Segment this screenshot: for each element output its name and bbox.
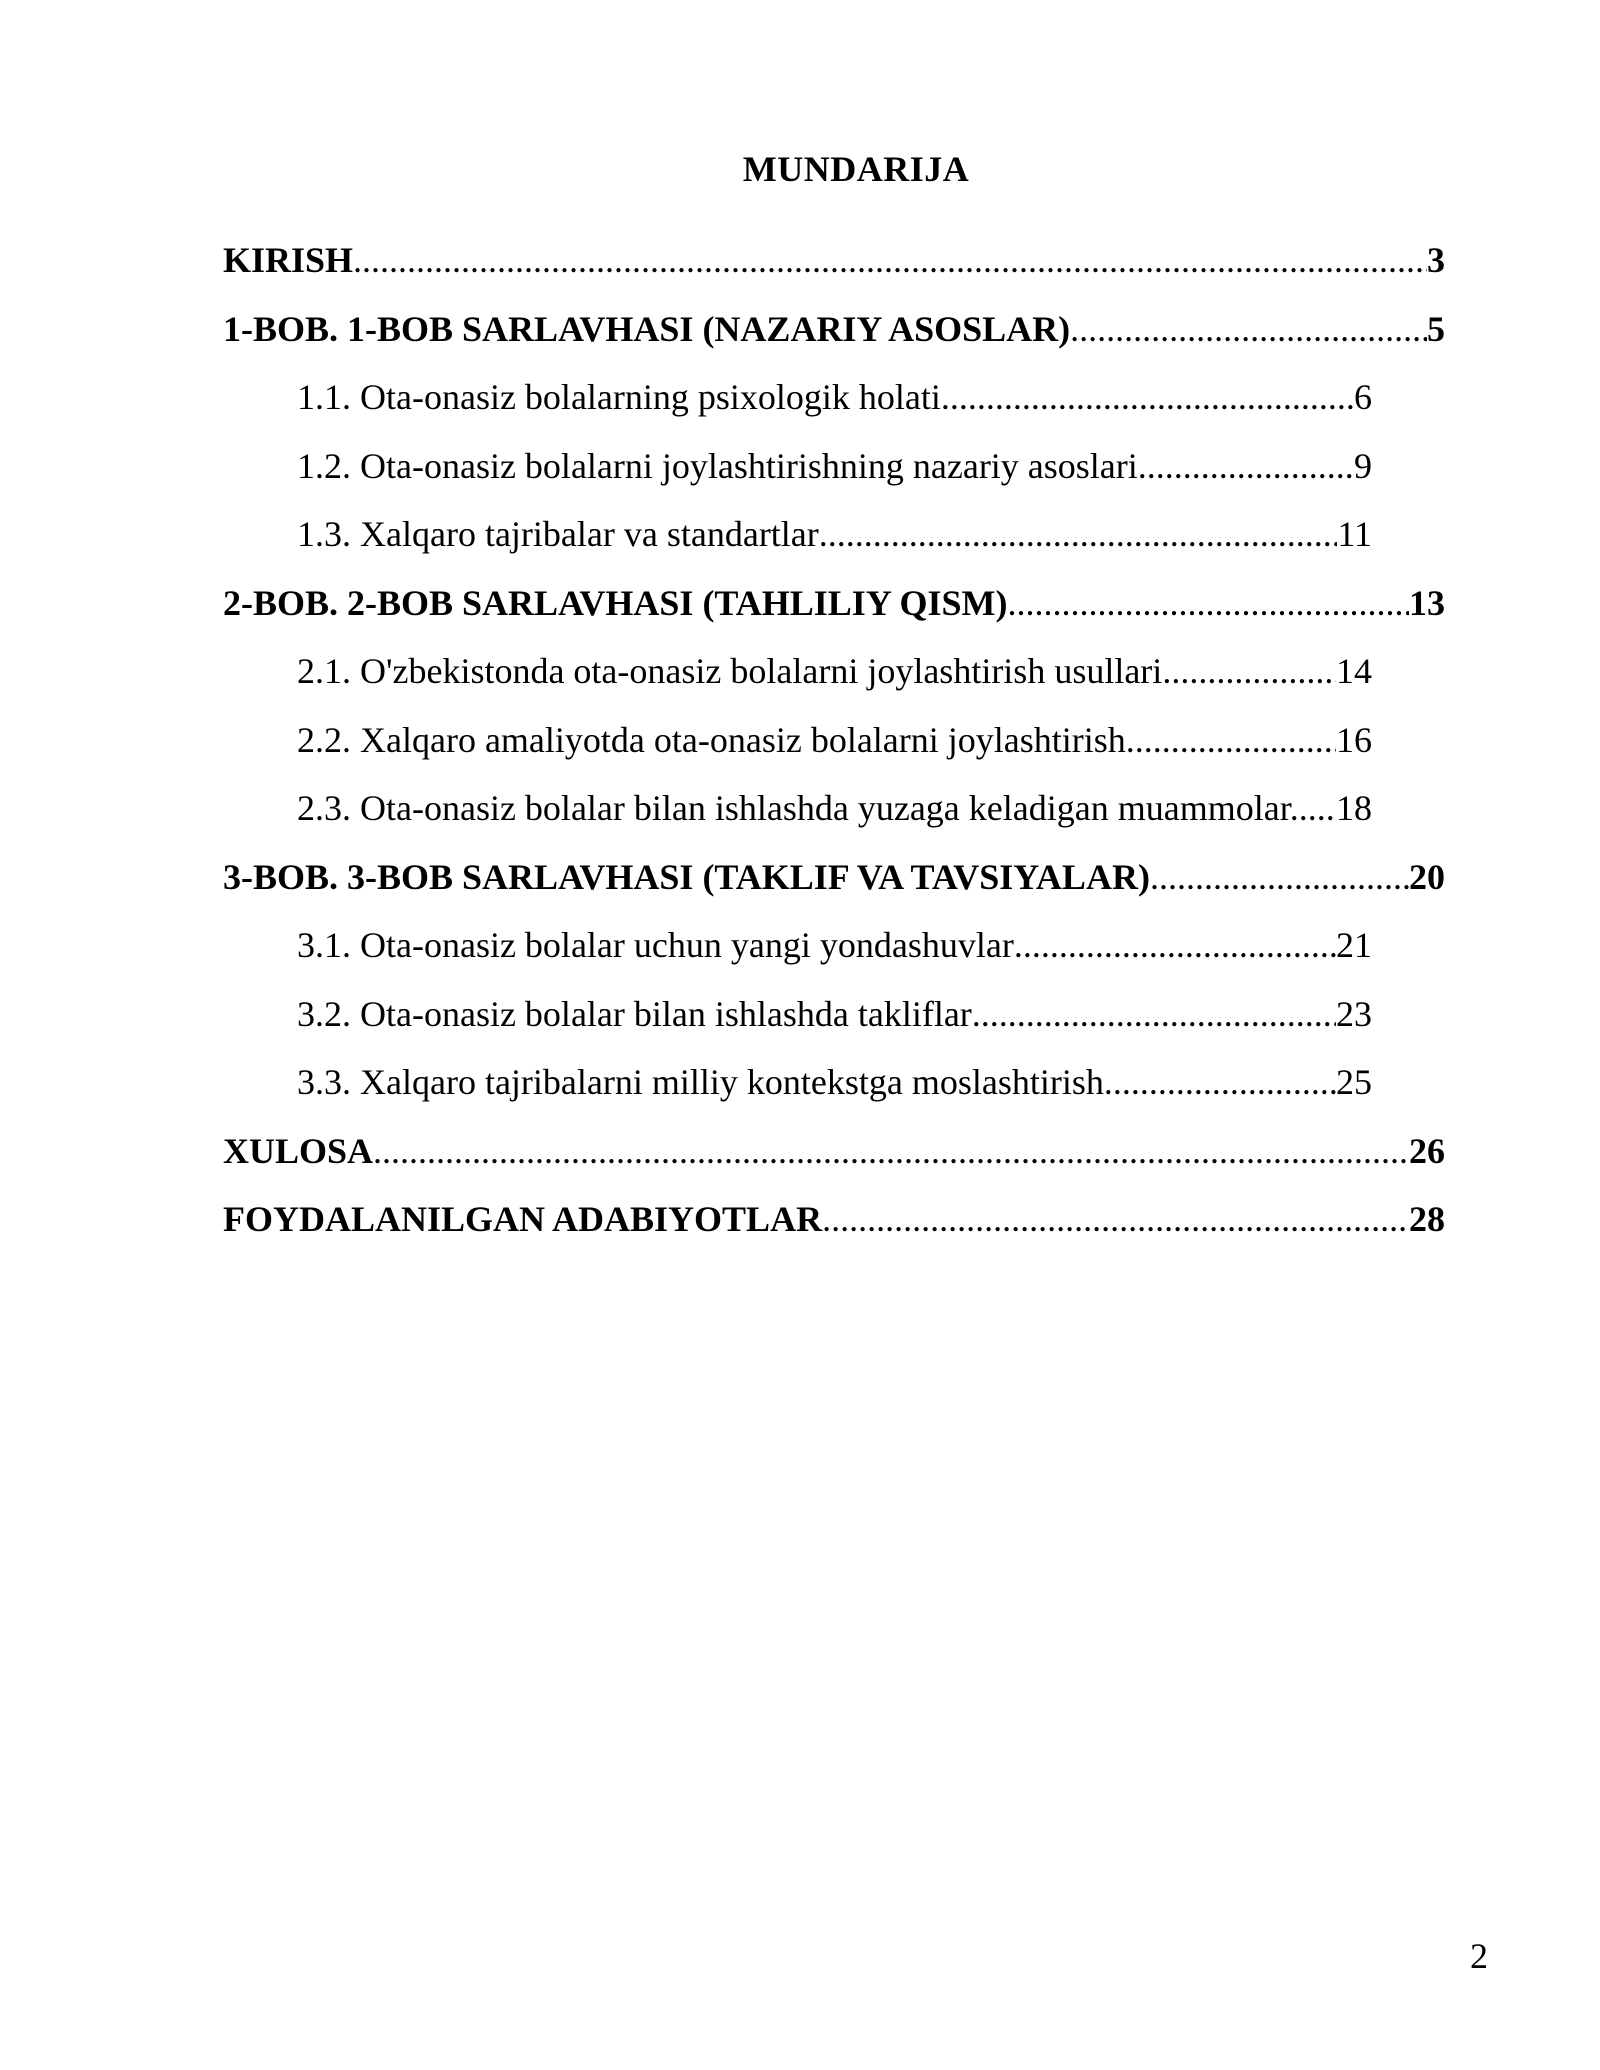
toc-entry-label: 1-BOB. 1-BOB SARLAVHASI (NAZARIY ASOSLAR) [223, 309, 1071, 349]
toc-dot-leader [1014, 923, 1336, 967]
toc-entry-page: 5 [1427, 309, 1445, 349]
toc-dot-leader [822, 1197, 1409, 1241]
toc-entry-page: 25 [1336, 1062, 1372, 1102]
toc-entry-label: 3-BOB. 3-BOB SARLAVHASI (TAKLIF VA TAVSIYALAR) [223, 857, 1150, 897]
toc-entry-page: 14 [1336, 651, 1372, 691]
toc-entry-page: 23 [1336, 994, 1372, 1034]
toc-section-entry[interactable] [297, 512, 1372, 556]
toc-dot-leader [1126, 718, 1336, 762]
toc-entry-page: 20 [1409, 857, 1445, 897]
toc-dot-leader [1162, 649, 1336, 693]
toc-entry-page: 13 [1409, 583, 1445, 623]
page-number: 2 [1470, 1936, 1488, 1976]
toc-entry-label: 3.3. Xalqaro tajribalarni milliy kontekstga moslashtirish [297, 1062, 1104, 1102]
toc-section-entry[interactable] [297, 992, 1372, 1036]
toc-entry-label: 2-BOB. 2-BOB SARLAVHASI (TAHLILIY QISM) [223, 583, 1008, 623]
toc-chapter-entry[interactable] [223, 1197, 1445, 1241]
toc-chapter-entry[interactable] [223, 238, 1445, 282]
toc-title: MUNDARIJA [742, 149, 970, 189]
toc-entry-label: 2.1. O'zbekistonda ota-onasiz bolalarni joylashtirish usullari [297, 651, 1163, 691]
toc-entry-label: FOYDALANILGAN ADABIYOTLAR [223, 1199, 823, 1239]
toc-entry-page: 3 [1427, 240, 1445, 280]
toc-entry-page: 26 [1409, 1131, 1445, 1171]
toc-entry-label: 1.3. Xalqaro tajribalar va standartlar [297, 514, 819, 554]
toc-entry-page: 11 [1337, 514, 1372, 554]
toc-entry-page: 6 [1354, 377, 1372, 417]
toc-dot-leader [373, 1129, 1409, 1173]
toc-entry-label: 3.2. Ota-onasiz bolalar bilan ishlashda takliflar [297, 994, 972, 1034]
toc-chapter-entry[interactable] [223, 307, 1445, 351]
toc-entry-page: 16 [1336, 720, 1372, 760]
toc-entry-page: 21 [1336, 925, 1372, 965]
toc-section-entry[interactable] [297, 444, 1372, 488]
toc-entry-label: 2.2. Xalqaro amaliyotda ota-onasiz bolalarni joylashtirish [297, 720, 1126, 760]
toc-entry-label: 1.2. Ota-onasiz bolalarni joylashtirishning nazariy asoslari [297, 446, 1138, 486]
toc-entry-page: 28 [1409, 1199, 1445, 1239]
toc-dot-leader [1138, 444, 1354, 488]
toc-dot-leader [1104, 1060, 1336, 1104]
toc-dot-leader [1150, 855, 1409, 899]
toc-chapter-entry[interactable] [223, 855, 1445, 899]
toc-section-entry[interactable] [297, 786, 1372, 830]
toc-section-entry[interactable] [297, 649, 1372, 693]
toc-entry-page: 9 [1354, 446, 1372, 486]
toc-section-entry[interactable] [297, 375, 1372, 419]
toc-dot-leader [941, 375, 1354, 419]
toc-chapter-entry[interactable] [223, 1129, 1445, 1173]
toc-dot-leader [1299, 786, 1336, 830]
toc-entry-label: XULOSA [223, 1131, 374, 1171]
toc-chapter-entry[interactable] [223, 581, 1445, 625]
toc-entry-label: 3.1. Ota-onasiz bolalar uchun yangi yondashuvlar [297, 925, 1014, 965]
toc-section-entry[interactable] [297, 923, 1372, 967]
toc-dot-leader [819, 512, 1338, 556]
toc-dot-leader [972, 992, 1336, 1036]
toc-section-entry[interactable] [297, 718, 1372, 762]
toc-entry-page: 18 [1336, 788, 1372, 828]
toc-entry-label: KIRISH [223, 240, 354, 280]
toc-dot-leader [1007, 581, 1409, 625]
toc-dot-leader [1070, 307, 1427, 351]
toc-entry-label: 2.3. Ota-onasiz bolalar bilan ishlashda yuzaga keladigan muammolar. [297, 788, 1299, 828]
toc-entry-label: 1.1. Ota-onasiz bolalarning psixologik holati [297, 377, 941, 417]
toc-dot-leader [353, 238, 1427, 282]
toc-section-entry[interactable] [297, 1060, 1372, 1104]
